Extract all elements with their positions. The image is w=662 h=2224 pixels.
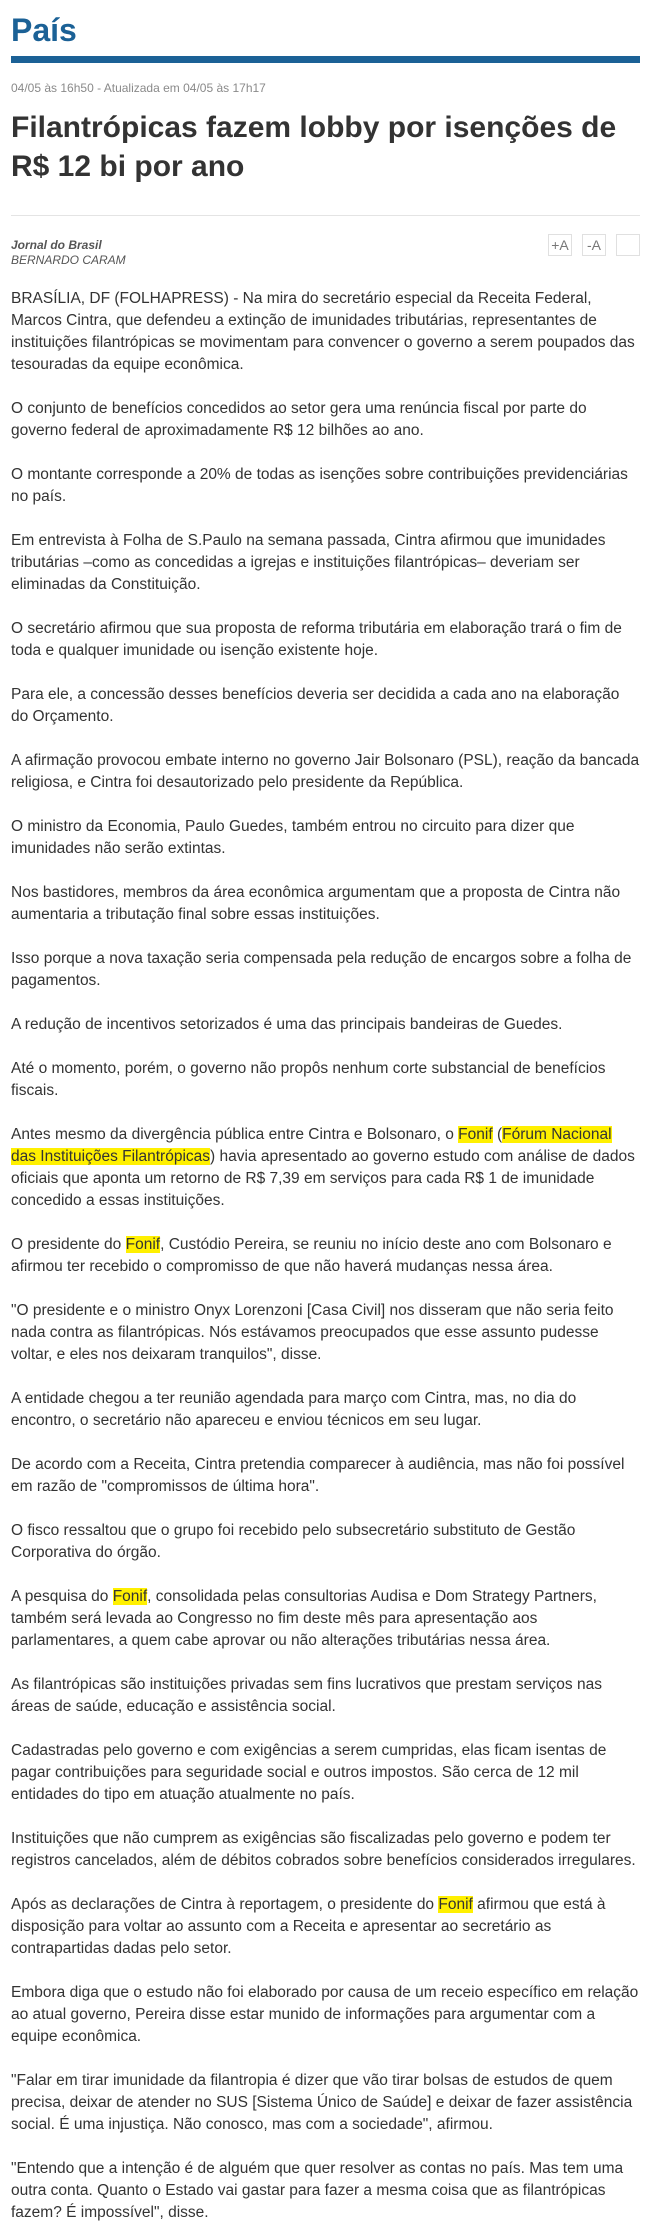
section-title[interactable]: País — [11, 12, 77, 48]
paragraph: "Entendo que a intenção é de alguém que quer resolver as contas no país. Mas tem uma outra conta. Quanto o Estado vai gastar para fazer a mesma coisa que as filantrópicas fazem? É impossível", disse. — [11, 2160, 624, 2221]
paragraph — [11, 1586, 640, 1652]
section-divider-bar — [11, 56, 640, 63]
paragraph: Embora diga que o estudo não foi elaborado por causa de um receio específico em relação ao atual governo, Pereira disse estar munido de informações para argumentar com a equipe econômica. — [11, 1984, 639, 2045]
paragraph: O montante corresponde a 20% de todas as isenções sobre contribuições previdenciárias no país. — [11, 466, 628, 505]
font-increase-button[interactable]: +A — [548, 234, 572, 256]
font-decrease-button[interactable]: -A — [582, 234, 606, 256]
text-segment: O presidente do — [11, 1236, 126, 1253]
text-segment: A pesquisa do — [11, 1588, 113, 1605]
paragraph: A redução de incentivos setorizados é uma das principais bandeiras de Guedes. — [11, 1016, 563, 1033]
highlight-forum-name: Fórum Nacional das Instituições Filantrópicas — [11, 1126, 612, 1165]
paragraph: BRASÍLIA, DF (FOLHAPRESS) - Na mira do secretário especial da Receita Federal, Marcos Cintra, que defendeu a extinção de imunidades tributárias, representantes de instituições filantrópicas se movimentam para convencer o governo a serem poupados das tesouradas da equipe econômica. — [11, 290, 635, 373]
font-size-controls — [548, 234, 640, 256]
headline-divider — [11, 215, 640, 216]
text-segment: afirmou que está à disposição para voltar ao assunto com a Receita e apresentar ao secretário as contrapartidas dadas pelo setor. — [11, 1896, 606, 1957]
text-segment: , consolidada pelas consultorias Audisa e Dom Strategy Partners, também será levada ao Congresso no fim deste mês para apresentação aos parlamentares, a quem cabe aprovar ou não alterações tributárias nessa área. — [11, 1588, 597, 1649]
paragraph: Cadastradas pelo governo e com exigências a serem cumpridas, elas ficam isentas de pagar contribuições para seguridade social e outros impostos. São cerca de 12 mil entidades do tipo em atuação atualmente no país. — [11, 1742, 607, 1803]
paragraph: O conjunto de benefícios concedidos ao setor gera uma renúncia fiscal por parte do governo federal de aproximadamente R$ 12 bilhões ao ano. — [11, 400, 587, 439]
paragraph: Até o momento, porém, o governo não propôs nenhum corte substancial de benefícios fiscais. — [11, 1060, 606, 1099]
byline-author: BERNARDO CARAM — [11, 253, 126, 267]
paragraph — [11, 1124, 640, 1212]
paragraph: De acordo com a Receita, Cintra pretendia comparecer à audiência, mas não foi possível em razão de "compromissos de última hora". — [11, 1456, 625, 1495]
text-segment: , Custódio Pereira, se reuniu no início deste ano com Bolsonaro e afirmou ter recebido o compromisso de que não haverá mudanças nessa área. — [11, 1236, 612, 1275]
paragraph: Para ele, a concessão desses benefícios deveria ser decidida a cada ano na elaboração do Orçamento. — [11, 686, 620, 725]
byline-row — [11, 237, 640, 273]
paragraph: A entidade chegou a ter reunião agendada para março com Cintra, mas, no dia do encontro, o secretário não apareceu e enviou técnicos em seu lugar. — [11, 1390, 577, 1429]
highlight-fonif: Fonif — [458, 1126, 493, 1143]
paragraph: O ministro da Economia, Paulo Guedes, também entrou no circuito para dizer que imunidades não serão extintas. — [11, 818, 575, 857]
paragraph: "O presidente e o ministro Onyx Lorenzoni [Casa Civil] nos disseram que não seria feito nada contra as filantrópicas. Nós estávamos preocupados que esse assunto pudesse voltar, e eles nos deixaram tranquilos", disse. — [11, 1302, 614, 1363]
paragraph: As filantrópicas são instituições privadas sem fins lucrativos que prestam serviços nas áreas de saúde, educação e assistência social. — [11, 1676, 602, 1715]
paragraph: A afirmação provocou embate interno no governo Jair Bolsonaro (PSL), reação da bancada religiosa, e Cintra foi desautorizado pelo presidente da República. — [11, 752, 640, 791]
paragraph: O secretário afirmou que sua proposta de reforma tributária em elaboração trará o fim de toda e qualquer imunidade ou isenção existente hoje. — [11, 620, 622, 659]
byline-source: Jornal do Brasil — [11, 238, 102, 252]
paragraph: Instituições que não cumprem as exigências são fiscalizadas pelo governo e podem ter registros cancelados, além de débitos cobrados sobre benefícios considerados irregulares. — [11, 1830, 636, 1869]
paragraph — [11, 1234, 640, 1278]
paragraph — [11, 1894, 640, 1960]
paragraph: O fisco ressaltou que o grupo foi recebido pelo subsecretário substituto de Gestão Corporativa do órgão. — [11, 1522, 576, 1561]
highlight-fonif: Fonif — [112, 1588, 148, 1605]
text-segment: Antes mesmo da divergência pública entre Cintra e Bolsonaro, o — [11, 1126, 459, 1143]
text-segment: ( — [492, 1126, 503, 1143]
article-dateline: 04/05 às 16h50 - Atualizada em 04/05 às 17h17 — [11, 81, 266, 95]
highlight-fonif: Fonif — [438, 1896, 473, 1913]
text-segment: Após as declarações de Cintra à reportagem, o presidente do — [11, 1896, 439, 1913]
article-headline: Filantrópicas fazem lobby por isenções de R$ 12 bi por ano — [11, 111, 617, 183]
paragraph: Em entrevista à Folha de S.Paulo na semana passada, Cintra afirmou que imunidades tributárias –como as concedidas a igrejas e instituições filantrópicas– deveriam ser eliminadas da Constituição. — [11, 532, 606, 593]
paragraph: "Falar em tirar imunidade da filantropia é dizer que vão tirar bolsas de estudos de quem precisa, deixar de atender no SUS [Sistema Único de Saúde] e deixar de fazer assistência social. É uma injustiça. Não conosco, mas com a sociedade", afirmou. — [11, 2072, 633, 2133]
paragraph: Nos bastidores, membros da área econômica argumentam que a proposta de Cintra não aumentaria a tributação final sobre essas instituições. — [11, 884, 621, 923]
font-reset-button[interactable] — [616, 234, 640, 256]
highlight-fonif: Fonif — [125, 1236, 161, 1253]
article-body — [11, 288, 640, 2224]
text-segment: ) havia apresentado ao governo estudo com análise de dados oficiais que aponta um retorno de R$ 7,39 em serviços para cada R$ 1 de imunidade concedido a essas instituições. — [11, 1148, 635, 1209]
paragraph: Isso porque a nova taxação seria compensada pela redução de encargos sobre a folha de pagamentos. — [11, 950, 632, 989]
